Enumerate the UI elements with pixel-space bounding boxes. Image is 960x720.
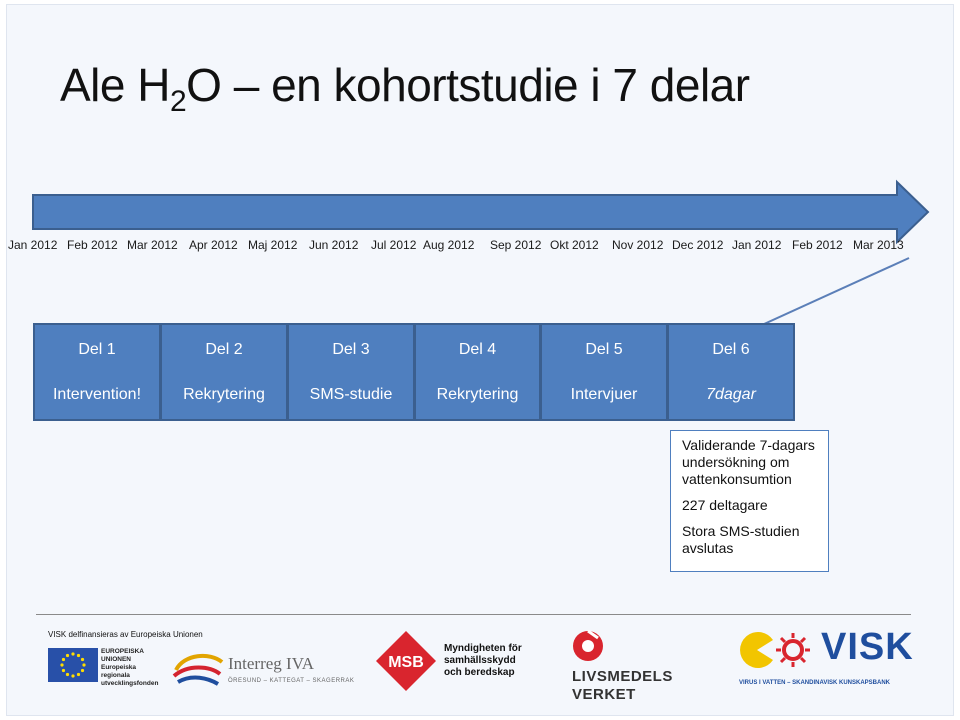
month-label: Feb 2012 (67, 238, 118, 252)
phase-title: Del 6 (712, 341, 750, 358)
month-axis (0, 238, 960, 260)
visk-wordmark: VISK (821, 626, 914, 668)
interreg-subtitle: ÖRESUND – KATTEGAT – SKAGERRAK (228, 678, 355, 684)
interreg-swirl-icon (170, 648, 226, 688)
month-label: Mar 2013 (853, 238, 904, 252)
phase-description: Rekrytering (436, 386, 519, 403)
month-label: Sep 2012 (490, 238, 542, 252)
eu-stars-icon (48, 648, 98, 682)
note-line-3: Stora SMS-studien avslutas (682, 523, 800, 556)
month-label: Maj 2012 (248, 238, 298, 252)
month-label: Mar 2012 (127, 238, 178, 252)
phase-description: Rekrytering (183, 386, 265, 403)
visk-logo (735, 624, 915, 692)
title-subscript: 2 (169, 85, 187, 118)
phase-description: SMS-studie (309, 386, 393, 403)
interreg-logo (170, 648, 355, 688)
phase-box-3 (287, 323, 415, 421)
phase-title: Del 3 (332, 341, 370, 358)
month-label: Nov 2012 (612, 238, 664, 252)
visk-subtitle: VIRUS I VATTEN – SKANDINAVISK KUNSKAPSBANK (739, 680, 891, 686)
msb-logo (372, 629, 522, 693)
funding-text: VISK delfinansieras av Europeiska Unionen (48, 630, 203, 639)
phase-box-4 (414, 323, 541, 421)
month-label: Okt 2012 (550, 238, 599, 252)
livsmedelsverket-emblem-icon (570, 628, 610, 666)
phase-6-note (670, 430, 829, 572)
livsmedelsverket-name: LIVSMEDELS VERKET (572, 668, 673, 703)
phase-title: Del 2 (205, 341, 243, 358)
phase-title: Del 5 (585, 341, 623, 358)
phase-box-5 (540, 323, 668, 421)
phase-description: Intervention! (52, 386, 142, 403)
phase-row (33, 323, 800, 421)
slide-title: Ale $H_2O$ – en kohortstudie i 7 delar (60, 59, 750, 118)
phase-box-2 (160, 323, 288, 421)
phase-title: Del 4 (458, 341, 497, 358)
phase-box-6 (667, 323, 795, 421)
month-label: Jan 2012 (732, 238, 782, 252)
timeline-arrow-shape (33, 182, 928, 242)
month-label: Jun 2012 (309, 238, 359, 252)
month-label: Jan 2012 (8, 238, 58, 252)
phase-box-1 (33, 323, 161, 421)
phase-title: Del 1 (78, 341, 116, 358)
msb-name: Myndigheten för samhällsskydd och beredskap (444, 643, 522, 678)
phase-description: Intervjuer (570, 386, 638, 403)
interreg-wordmark: Interreg IVA (228, 654, 315, 673)
month-label: Apr 2012 (189, 238, 238, 252)
phase-description: 7dagar (706, 386, 756, 403)
visk-virus-icon (735, 624, 817, 676)
note-line-1: Validerande 7-dagars undersökning om vattenkonsumtion (682, 437, 815, 487)
month-label: Dec 2012 (672, 238, 724, 252)
eu-text: EUROPEISKA UNIONEN Europeiska regionala utvecklingsfonden (101, 648, 159, 687)
month-label: Aug 2012 (423, 238, 475, 252)
footer-divider (36, 614, 911, 615)
svg-text:MSB: MSB (388, 654, 424, 671)
note-line-2: 227 deltagare (682, 497, 768, 513)
eu-flag-logo (48, 648, 98, 682)
livsmedelsverket-logo (570, 628, 673, 706)
msb-emblem-icon (372, 629, 440, 693)
month-label: Jul 2012 (371, 238, 417, 252)
month-label: Feb 2012 (792, 238, 843, 252)
